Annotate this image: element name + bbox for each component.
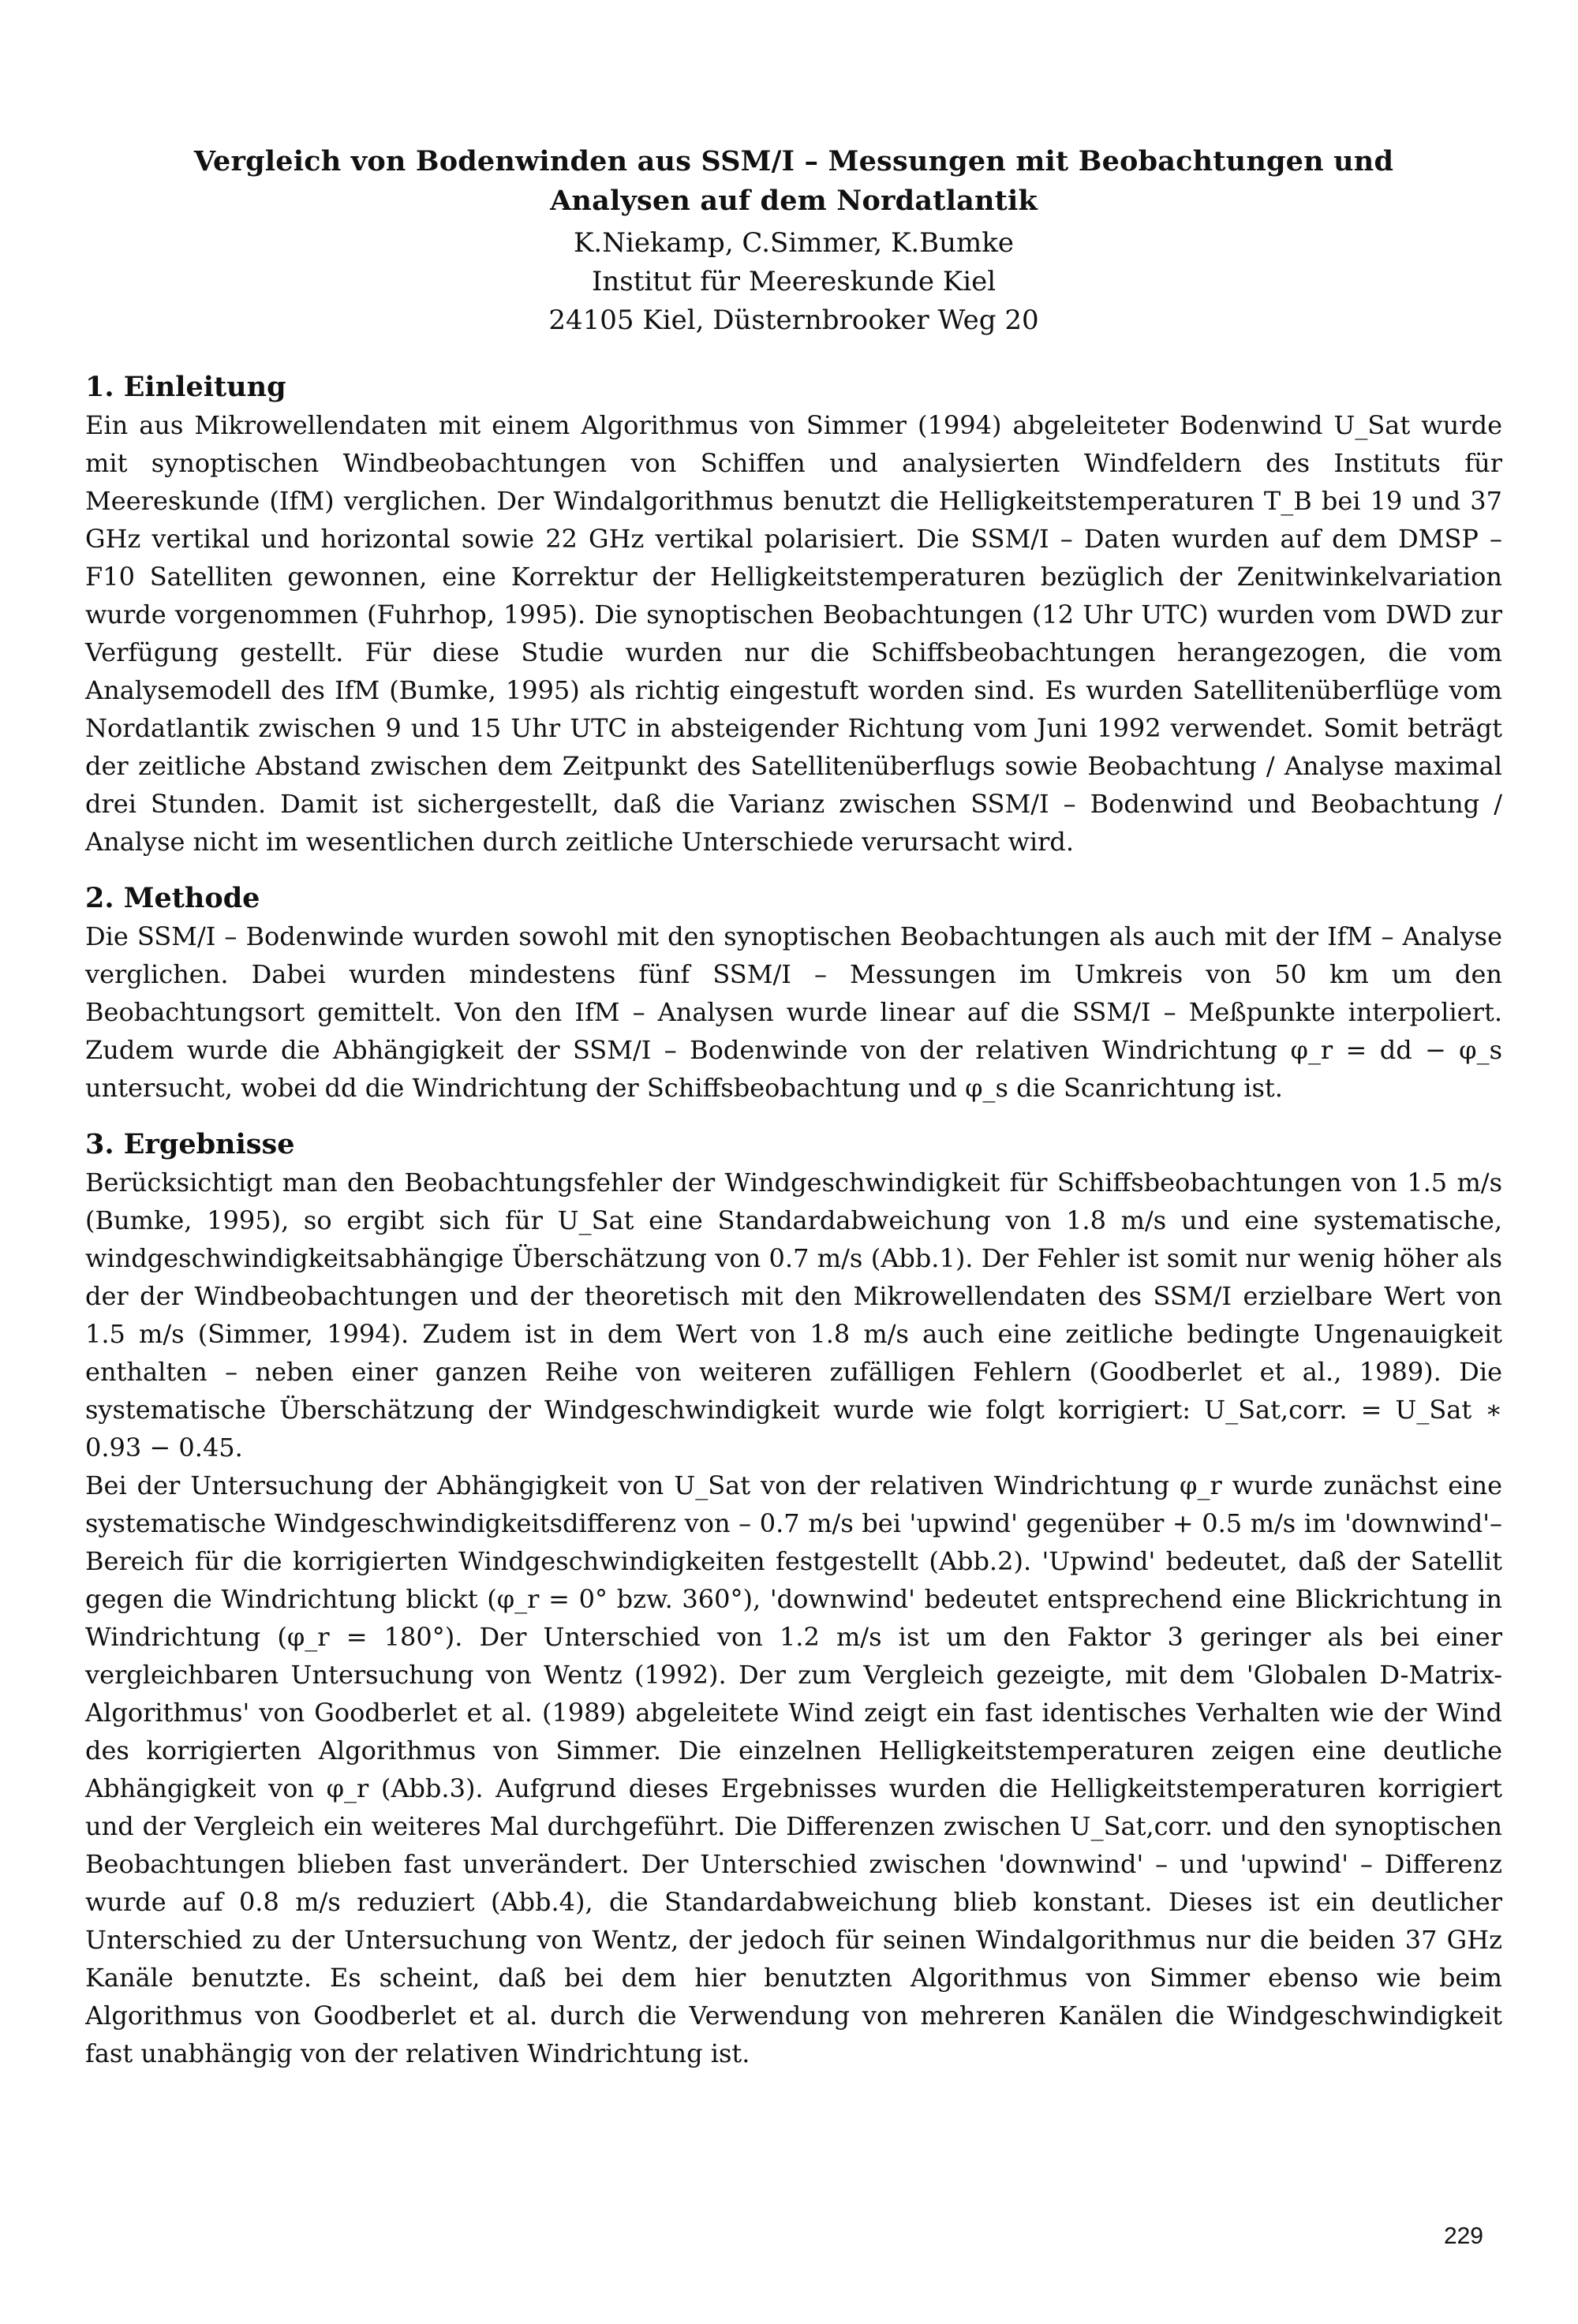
institute: Institut für Meereskunde Kiel [591, 266, 997, 297]
paragraph: Die SSM/I – Bodenwinde wurden sowohl mit den synoptischen Beobachtungen als auch mit der IfM – Analyse verglichen. Dabei wurden mindestens fünf SSM/I – Messungen im Umkreis von 50 km um den Beobachtungsort gemittelt. Von den IfM – Analysen wurde linear auf die SSM/I – Meßpunkte interpoliert. Zudem wurde die Abhängigkeit der SSM/I – Bodenwinde von der relativen Windrichtung φ_r = dd − φ_s untersucht, wobei dd die Windrichtung der Schiffsbeobachtung und φ_s die Scanrichtung ist. [85, 921, 1502, 1103]
title-line-2: Analysen auf dem Nordatlantik [550, 185, 1038, 217]
title-line-1: Vergleich von Bodenwinden aus SSM/I – Messungen mit Beobachtungen und [193, 145, 1394, 177]
paragraph: Bei der Untersuchung der Abhängigkeit von U_Sat von der relativen Windrichtung φ_r wurde zunächst eine systematische Windgeschwindigkeitsdifferenz von – 0.7 m/s bei 'upwind' gegenüber + 0.5 m/s im 'downwind'– Bereich für die korrigierten Windgeschwindigkeiten festgestellt (Abb.2). 'Upwind' bedeutet, daß der Satellit gegen die Windrichtung blickt (φ_r = 0° bzw. 360°), 'downwind' bedeutet entsprechend eine Blickrichtung in Windrichtung (φ_r = 180°). Der Unterschied von 1.2 m/s ist um den Faktor 3 geringer als bei einer vergleichbaren Untersuchung von Wentz (1992). Der zum Vergleich gezeigte, mit dem 'Globalen D-Matrix-Algorithmus' von Goodberlet et al. (1989) abgeleitete Wind zeigt ein fast identisches Verhalten wie der Wind des korrigierten Algorithmus von Simmer. Die einzelnen Helligkeitstemperaturen zeigen eine deutliche Abhängigkeit von φ_r (Abb.3). Aufgrund dieses Ergebnisses wurden die Helligkeitstemperaturen korrigiert und der Vergleich ein weiteres Mal durchgeführt. Die Differenzen zwischen U_Sat,corr. und den synoptischen Beobachtungen blieben fast unverändert. Der Unterschied zwischen 'downwind' – und 'upwind' – Differenz wurde auf 0.8 m/s reduziert (Abb.4), die Standardabweichung blieb konstant. Dieses ist ein deutlicher Unterschied zu der Untersuchung von Wentz, der jedoch für seinen Windalgorithmus nur die beiden 37 GHz Kanäle benutzte. Es scheint, daß bei dem hier benutzten Algorithmus von Simmer ebenso wie beim Algorithmus von Goodberlet et al. durch die Verwendung von mehreren Kanälen die Windgeschwindigkeit fast unabhängig von der relativen Windrichtung ist. [85, 1470, 1502, 2068]
section-heading: 1. Einleitung [85, 371, 286, 403]
section-methode [85, 880, 1502, 1107]
paragraph: Ein aus Mikrowellendaten mit einem Algorithmus von Simmer (1994) abgeleiteter Bodenwind U_Sat wurde mit synoptischen Windbeobachtungen von Schiffen und analysierten Windfeldern des Instituts für Meereskunde (IfM) verglichen. Der Windalgorithmus benutzt die Helligkeitstemperaturen T_B bei 19 und 37 GHz vertikal und horizontal sowie 22 GHz vertikal polarisiert. Die SSM/I – Daten wurden auf dem DMSP – F10 Satelliten gewonnen, eine Korrektur der Helligkeitstemperaturen bezüglich der Zenitwinkelvariation wurde vorgenommen (Fuhrhop, 1995). Die synoptischen Beobachtungen (12 Uhr UTC) wurden vom DWD zur Verfügung gestellt. Für diese Studie wurden nur die Schiffsbeobachtungen herangezogen, die vom Analysemodell des IfM (Bumke, 1995) als richtig eingestuft worden sind. Es wurden Satellitenüberflüge vom Nordatlantik zwischen 9 und 15 Uhr UTC in absteigender Richtung vom Juni 1992 verwendet. Somit beträgt der zeitliche Abstand zwischen dem Zeitpunkt des Satellitenüberflugs sowie Beobachtung / Analyse maximal drei Stunden. Damit ist sichergestellt, daß die Varianz zwischen SSM/I – Bodenwind und Beobachtung / Analyse nicht im wesentlichen durch zeitliche Unterschiede verursacht wird. [85, 410, 1502, 857]
section-ergebnisse [85, 1126, 1502, 2072]
paper-title [85, 142, 1502, 221]
page-number: 229 [1443, 2223, 1483, 2249]
authors: K.Niekamp, C.Simmer, K.Bumke [573, 227, 1014, 259]
address: 24105 Kiel, Düsternbrooker Weg 20 [548, 305, 1039, 336]
author-block [85, 224, 1502, 340]
section-einleitung [85, 368, 1502, 861]
section-heading: 3. Ergebnisse [85, 1128, 295, 1160]
paper-page [85, 142, 1502, 2072]
section-heading: 2. Methode [85, 882, 260, 914]
paragraph: Berücksichtigt man den Beobachtungsfehler der Windgeschwindigkeit für Schiffsbeobachtungen von 1.5 m/s (Bumke, 1995), so ergibt sich für U_Sat eine Standardabweichung von 1.8 m/s und eine systematische, windgeschwindigkeitsabhängige Überschätzung von 0.7 m/s (Abb.1). Der Fehler ist somit nur wenig höher als der der Windbeobachtungen und der theoretisch mit den Mikrowellendaten des SSM/I erzielbare Wert von 1.5 m/s (Simmer, 1994). Zudem ist in dem Wert von 1.8 m/s auch eine zeitliche bedingte Ungenauigkeit enthalten – neben einer ganzen Reihe von weiteren zufälligen Fehlern (Goodberlet et al., 1989). Die systematische Überschätzung der Windgeschwindigkeit wurde wie folgt korrigiert: U_Sat,corr. = U_Sat ∗ 0.93 − 0.45. [85, 1168, 1502, 1463]
